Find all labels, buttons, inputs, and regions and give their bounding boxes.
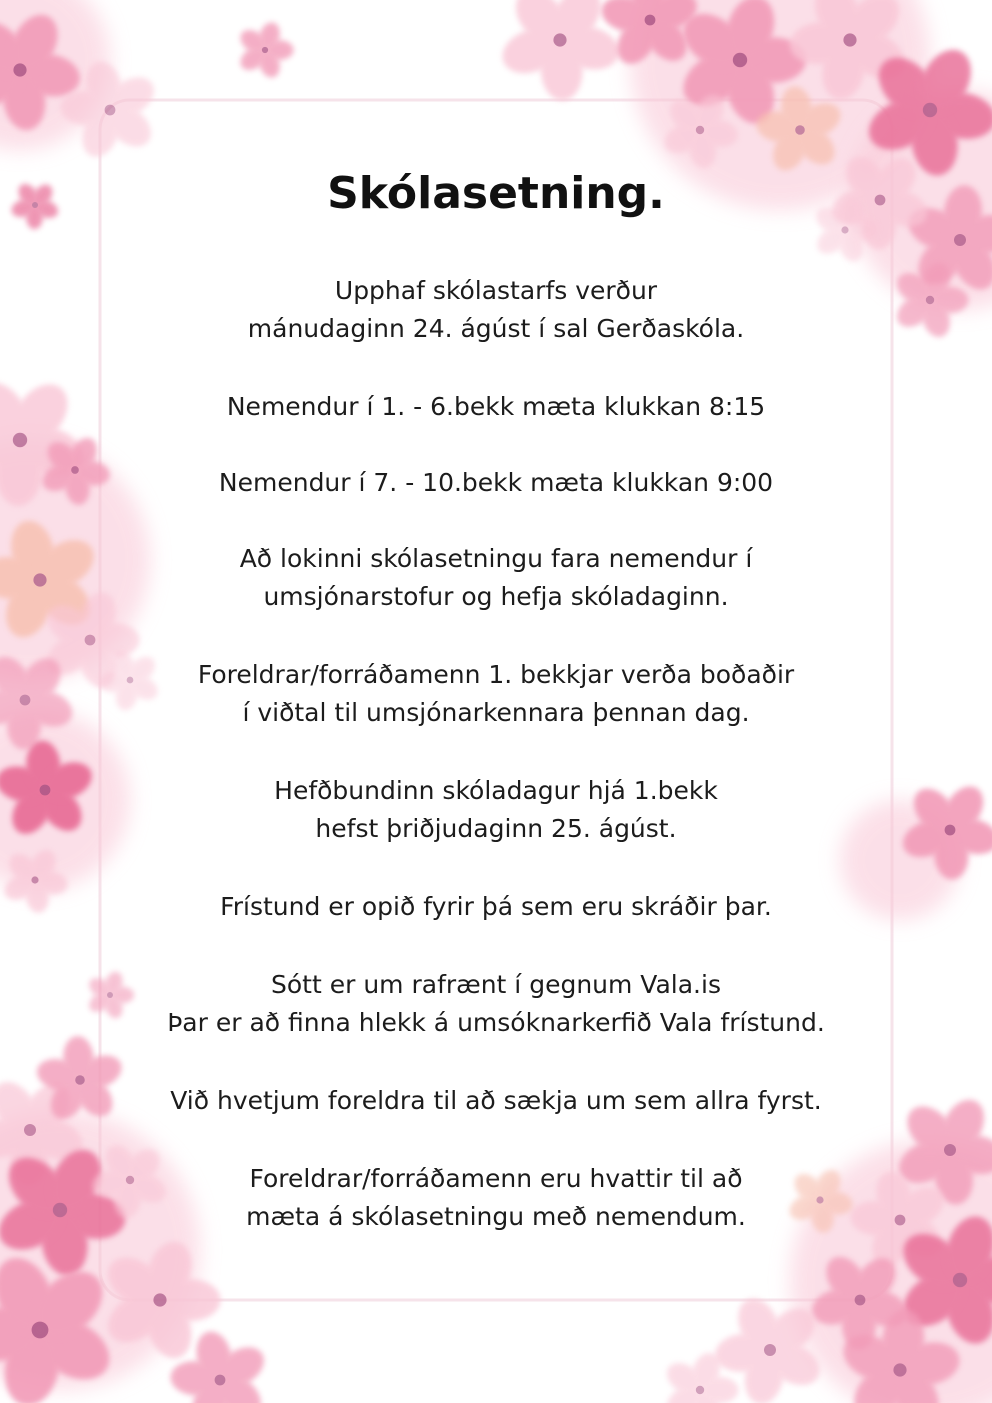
paragraph-1 xyxy=(0,272,992,348)
paragraph-line: Foreldrar/forráðamenn 1. bekkjar verða boðaðir xyxy=(197,660,795,689)
paragraph-line: Foreldrar/forráðamenn eru hvattir til að xyxy=(249,1164,743,1193)
paragraph-line: Að lokinni skólasetningu fara nemendur í xyxy=(239,544,753,573)
paragraph-line: Sótt er um rafrænt í gegnum Vala.is xyxy=(271,970,721,999)
paragraph-4 xyxy=(0,540,992,616)
paragraph-7 xyxy=(0,888,992,926)
paragraph-line: mæta á skólasetningu með nemendum. xyxy=(246,1202,746,1231)
paragraph-2 xyxy=(0,388,992,426)
paragraph-line: Við hvetjum foreldra til að sækja um sem allra fyrst. xyxy=(170,1086,822,1115)
paragraph-6 xyxy=(0,772,992,848)
page-title: Skólasetning. xyxy=(327,168,665,219)
paragraph-line: mánudaginn 24. ágúst í sal Gerðaskóla. xyxy=(247,314,745,343)
paragraph-10 xyxy=(0,1160,992,1236)
paragraph-line: Nemendur í 7. - 10.bekk mæta klukkan 9:00 xyxy=(218,468,774,497)
paragraph-line: umsjónarstofur og hefja skóladaginn. xyxy=(263,582,729,611)
paragraph-3 xyxy=(0,464,992,502)
paragraph-line: Frístund er opið fyrir þá sem eru skráðir þar. xyxy=(220,892,772,921)
paragraph-line: Upphaf skólastarfs verður xyxy=(334,276,658,305)
paragraph-5 xyxy=(0,656,992,732)
paragraph-line: Nemendur í 1. - 6.bekk mæta klukkan 8:15 xyxy=(226,392,766,421)
paragraph-line: hefst þriðjudaginn 25. ágúst. xyxy=(315,814,677,843)
paragraph-8 xyxy=(0,966,992,1042)
paragraph-line: í viðtal til umsjónarkennara þennan dag. xyxy=(242,698,750,727)
paragraph-9 xyxy=(0,1082,992,1120)
paragraph-line: Hefðbundinn skóladagur hjá 1.bekk xyxy=(274,776,718,805)
paragraph-line: Þar er að finna hlekk á umsóknarkerfið Vala frístund. xyxy=(167,1008,825,1037)
